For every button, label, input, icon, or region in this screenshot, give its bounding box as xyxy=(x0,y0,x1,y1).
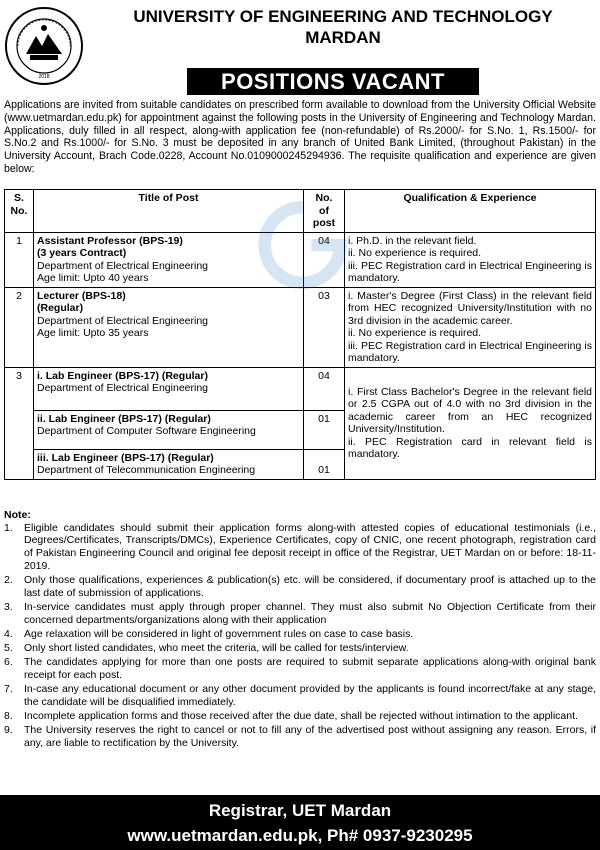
university-name-line1: UNIVERSITY OF ENGINEERING AND TECHNOLOGY xyxy=(133,7,553,26)
row-count: 01 xyxy=(304,410,345,449)
table-row xyxy=(5,232,596,287)
list-item: 2. Only those qualifications, experiences & publication(s) etc. will be considered, if documentary proof is attached up to the last date of submission of applications. xyxy=(4,574,596,599)
registrar-signature: Registrar, UET Mardan xyxy=(208,801,392,820)
footer-bar xyxy=(0,795,600,850)
intro-paragraph: Applications are invited from suitable candidates on prescribed form available to download from the University Official Website (www.uetmardan.edu.pk) for appointment against the following posts in the University of Engineering and Technology Mardan. Applications, duly filled in all respect, along-with application fee (non-refundable) of Rs.2000/- for S.No. 1, Rs.1500/- for S.No.2 and Rs.1000/- for S.No. 3 must be deposited in any branch of United Bank Limited, (throughout Pakistan) in the University Account, Brach Code.0228, Account No.0109000245294936. The requisite qualification and experience are given below: xyxy=(4,99,596,175)
header-qualification: Qualification & Experience xyxy=(345,190,596,233)
row-count: 01 xyxy=(304,449,345,479)
header-title: Title of Post xyxy=(34,190,304,233)
table-header-row xyxy=(5,190,596,233)
row-title: Assistant Professor (BPS-19) (3 years Contract) Department of Electrical Engineering Age limit: Upto 40 years xyxy=(34,232,304,287)
row-qualification: i. Master's Degree (First Class) in the relevant field from HEC recognized University/Institution with no 3rd division in the academic career. ii. No experience is required. iii. PEC Registration card in Electrical Engineering is mandatory. xyxy=(345,287,596,367)
list-item: 1. Eligible candidates should submit their application forms along-with attested copies of educational testimonials (i.e., Degrees/Certificates, Transcripts/DMCs), Experience Certificates, copy of CNIC, one recent photograph, registration card of Pakistan Engineering Council and original fee deposit receipt in office of the Registrar, UET Mardan on or before: 18-11-2019. xyxy=(4,521,596,572)
row-sno: 1 xyxy=(5,232,34,287)
list-item: 5. Only short listed candidates, who meet the criteria, will be called for tests/interview. xyxy=(4,642,409,655)
row-title: iii. Lab Engineer (BPS-17) (Regular) Department of Telecommunication Engineering xyxy=(34,449,304,479)
header-no-of-post: No. of post xyxy=(304,190,345,233)
row-qualification: i. Ph.D. in the relevant field. ii. No experience is required. iii. PEC Registration card in Electrical Engineering is mandatory. xyxy=(345,232,596,287)
notes-list xyxy=(4,522,596,750)
university-name-line2: MARDAN xyxy=(305,28,381,47)
row-sno: 3 xyxy=(5,367,34,479)
list-item: 8. Incomplete application forms and those received after the due date, shall be rejected without intimation to the applicant. xyxy=(4,710,578,723)
row-count: 04 xyxy=(304,232,345,287)
notes-section xyxy=(4,509,596,751)
list-item: 7. In-case any educational document or any other document provided by the applicants is found incorrect/fake at any stage, the candidate will be disqualified immediately. xyxy=(4,683,596,708)
row-title: Lecturer (BPS-18) (Regular) Department of Electrical Engineering Age limit: Upto 35 years xyxy=(34,287,304,367)
svg-text:2018: 2018 xyxy=(38,74,50,80)
list-item: 6. The candidates applying for more than one posts are required to submit separate applications along-with original bank receipt for each post. xyxy=(4,656,596,681)
notes-heading: Note: xyxy=(4,509,31,521)
list-item: 9. The University reserves the right to cancel or not to fill any of the advertised post without assigning any reason. Errors, if any, are liable to rectification by the University. xyxy=(4,724,596,749)
positions-vacant-banner: POSITIONS VACANT xyxy=(187,68,479,95)
row-count: 04 xyxy=(304,367,345,410)
row-title: i. Lab Engineer (BPS-17) (Regular) Department of Electrical Engineering xyxy=(34,367,304,410)
row-title: ii. Lab Engineer (BPS-17) (Regular) Department of Computer Software Engineering xyxy=(34,410,304,449)
table-row xyxy=(5,367,596,410)
row-sno: 2 xyxy=(5,287,34,367)
university-title xyxy=(90,6,596,48)
table-row xyxy=(5,287,596,367)
university-seal-logo xyxy=(4,6,84,86)
contact-info: www.uetmardan.edu.pk, Ph# 0937-9230295 xyxy=(127,826,473,845)
list-item: 4. Age relaxation will be considered in light of government rules on case to case basis. xyxy=(4,627,414,640)
row-qualification: i. First Class Bachelor's Degree in the relevant field or 2.5 CGPA out of 4.0 with no 3rd division in the academic career from an HEC recognized University/Institution. ii. PEC Registration card in relevant field is mandatory. xyxy=(345,367,596,479)
row-count: 03 xyxy=(304,287,345,367)
list-item: 3. In-service candidates must apply through proper channel. They must also submit No Objection Certificate from their concerned departments/organizations along with their application xyxy=(4,600,596,626)
posts-table xyxy=(4,189,596,480)
header-sno: S. No. xyxy=(5,190,34,233)
